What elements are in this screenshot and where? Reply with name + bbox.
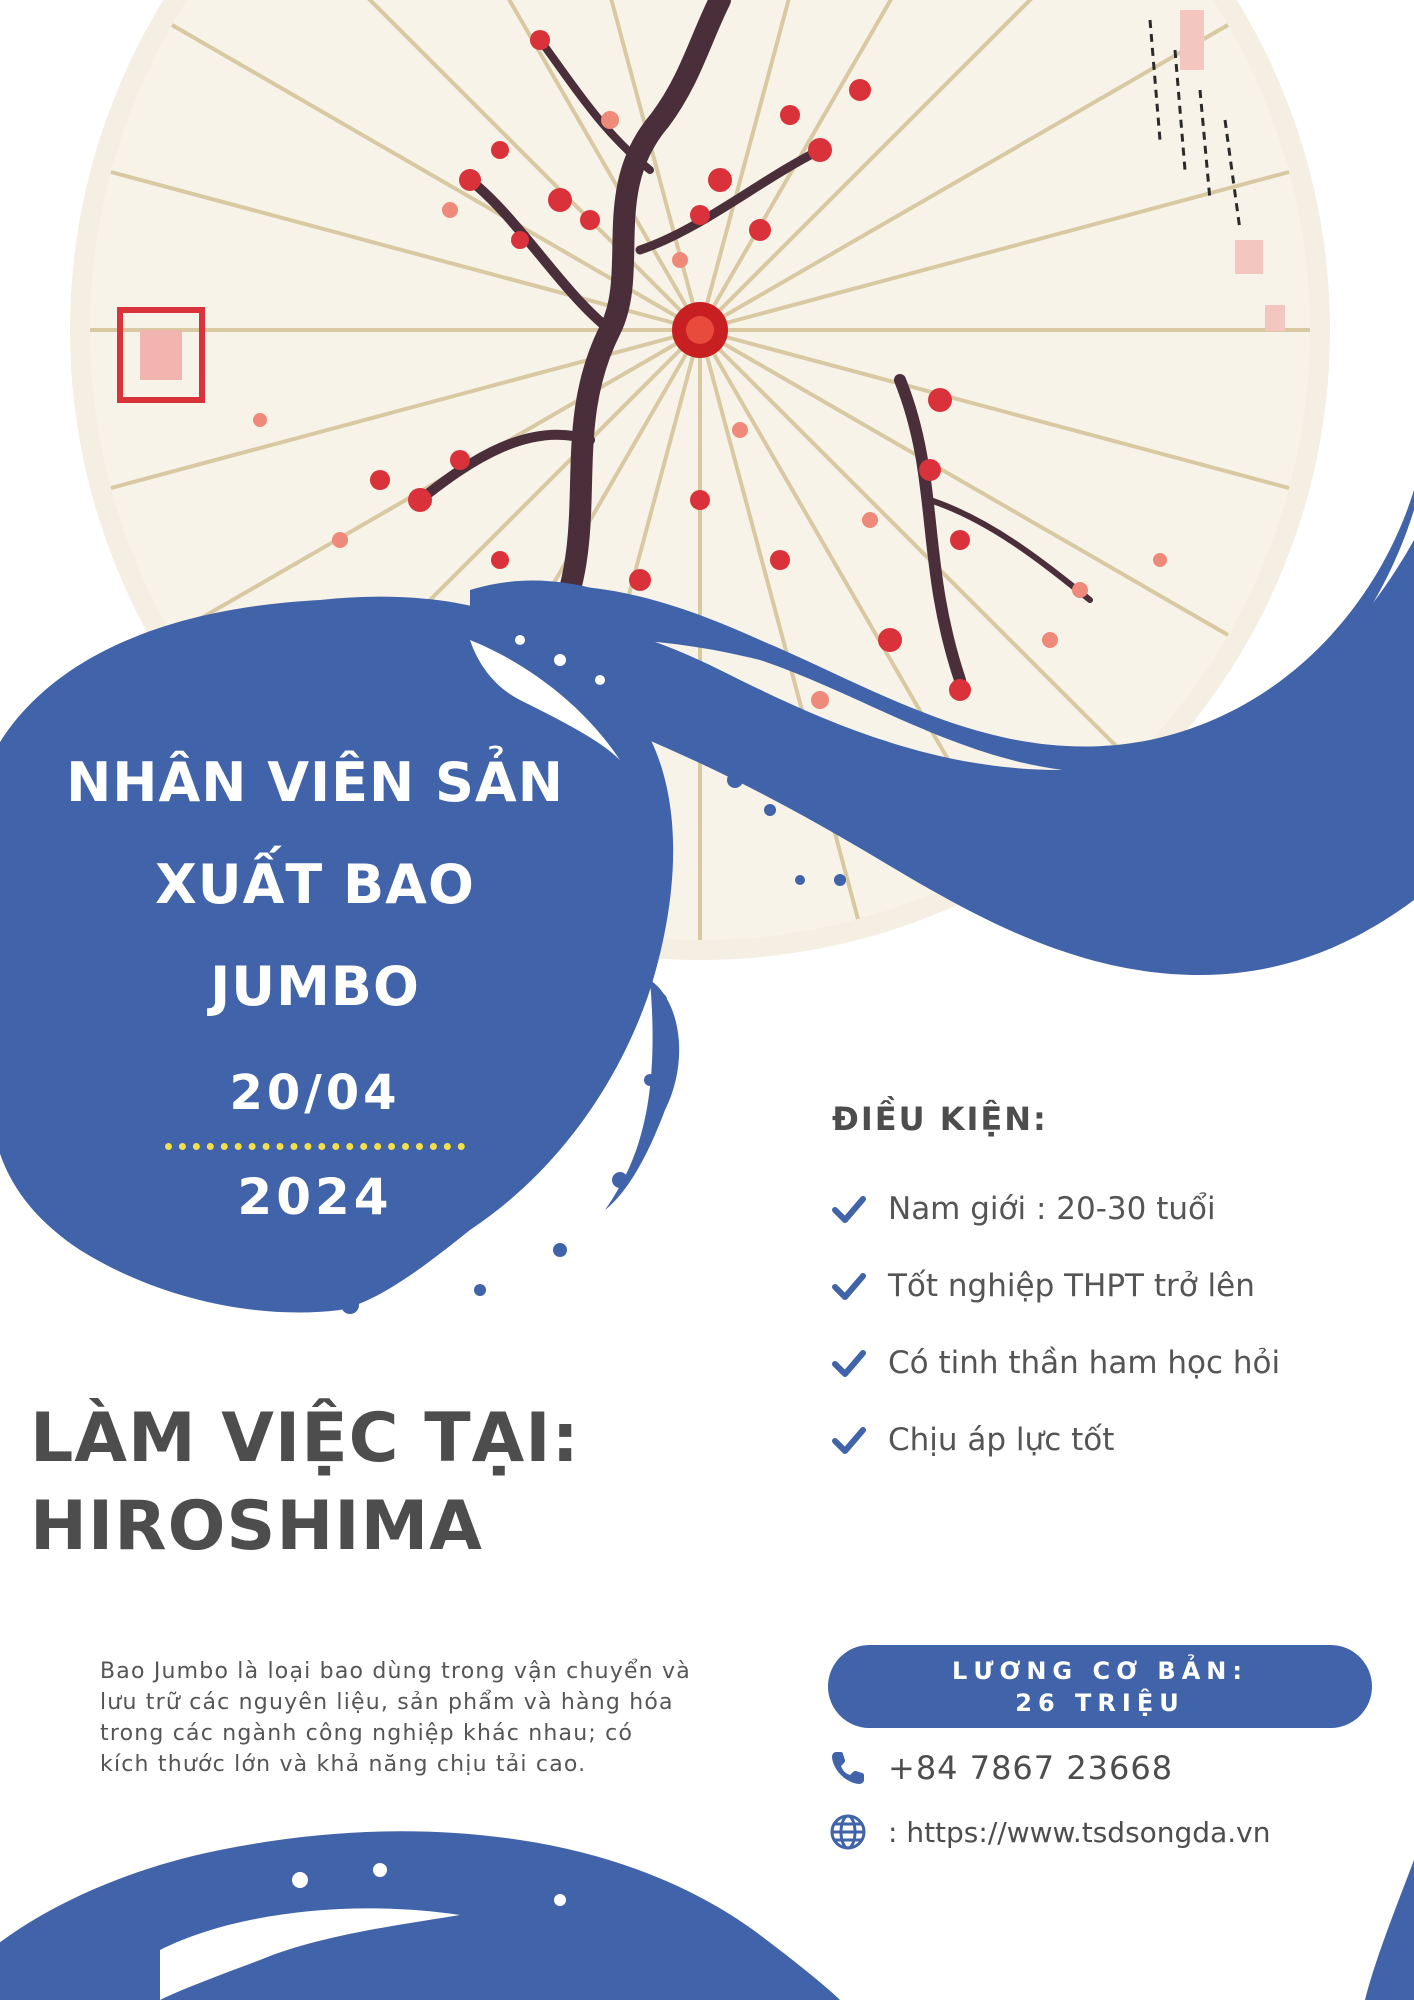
date-day: 20/04 (229, 1065, 401, 1121)
conditions-list (832, 1170, 1280, 1478)
condition-text: Chịu áp lực tốt (888, 1421, 1115, 1458)
workplace-label: LÀM VIỆC TẠI: (30, 1399, 580, 1478)
salary-label: LƯƠNG CƠ BẢN: (952, 1656, 1248, 1685)
job-title (30, 732, 600, 1038)
workplace-heading (30, 1395, 730, 1571)
condition-item (832, 1324, 1280, 1401)
condition-text: Có tinh thần ham học hỏi (888, 1344, 1281, 1381)
condition-text: Tốt nghiệp THPT trở lên (888, 1267, 1255, 1304)
salary-value: 26 TRIỆU (1015, 1688, 1185, 1717)
website-url[interactable]: : https://www.tsdsongda.vn (888, 1815, 1271, 1849)
dotted-divider (165, 1143, 465, 1150)
wave-bottom-right (1365, 1860, 1414, 2000)
description-line: lưu trữ các nguyên liệu, sản phẩm và hàng hóa (100, 1690, 674, 1715)
job-title-line: XUẤT BAO (155, 853, 475, 916)
condition-item (832, 1401, 1280, 1478)
phone-contact[interactable] (828, 1748, 1173, 1788)
job-title-line: NHÂN VIÊN SẢN (66, 751, 564, 814)
conditions-heading: ĐIỀU KIỆN: (832, 1100, 1048, 1138)
job-title-line: JUMBO (210, 955, 420, 1018)
condition-text: Nam giới : 20-30 tuổi (888, 1190, 1216, 1227)
check-icon (832, 1346, 866, 1380)
workplace-city: HIROSHIMA (30, 1487, 483, 1566)
check-icon (832, 1192, 866, 1226)
product-description (100, 1656, 700, 1780)
description-line: Bao Jumbo là loại bao dùng trong vận chuyển và (100, 1659, 691, 1684)
description-line: trong các ngành công nghiệp khác nhau; có (100, 1721, 634, 1746)
website-contact[interactable] (828, 1812, 1270, 1852)
phone-icon (828, 1748, 868, 1788)
check-icon (832, 1269, 866, 1303)
globe-icon (828, 1812, 868, 1852)
date-year: 2024 (237, 1168, 393, 1226)
phone-number[interactable]: +84 7867 23668 (888, 1749, 1174, 1787)
condition-item (832, 1247, 1280, 1324)
description-line: kích thước lớn và khả năng chịu tải cao. (100, 1752, 587, 1777)
condition-item (832, 1170, 1280, 1247)
salary-badge (828, 1645, 1372, 1728)
check-icon (832, 1423, 866, 1457)
